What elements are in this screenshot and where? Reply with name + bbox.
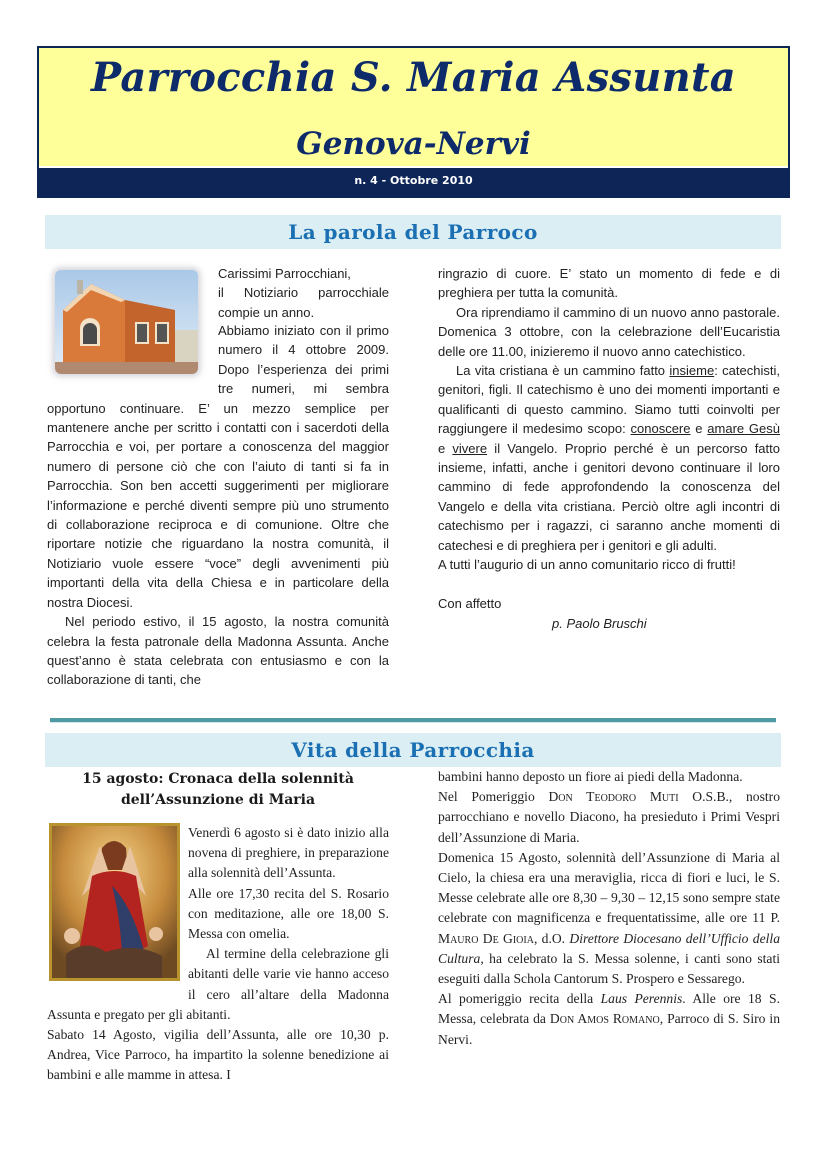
paragraph [438, 787, 780, 848]
paragraph: Nel periodo estivo, il 15 agosto, la nostra comunità celebra la festa patronale della Madonna Assunta. Anche quest’anno è stata celebrata con entusiasmo e con la collaborazione di tanti, che [47, 614, 389, 688]
paragraph: ringrazio di cuore. E’ stato un momento di fede e di preghiera per tutta la comunità. [438, 266, 780, 301]
issue-number: n. 4 - Ottobre 2010 [354, 174, 473, 187]
paragraph [438, 848, 780, 989]
person-name: P. Mauro De Gioia [438, 910, 780, 946]
text: il Vangelo. Proprio perché è un percorso fatto insieme, infatti, anche i genitori devono continuare il loro cammino di fede approfondendo la conoscenza del Vangelo e della vita cristiana. Perciò oltre agli incontri di catechismo per i ragazzi, ci saranno anche momenti di catechesi e di preghiera per i genitori e gli adulti. [438, 440, 780, 553]
text: e [690, 421, 708, 437]
paragraph: Alle ore 17,30 recita del S. Rosario con meditazione, alle ore 18,00 S. Messa con omelia. [188, 885, 389, 942]
image-float-spacer [47, 823, 188, 985]
paragraph: Abbiamo iniziato con il primo numero il 4 ottobre 2009. Dopo l’esperienza dei primi tre numeri, mi sembra opportuno continuare. E’ un mezzo semplice per mantenere anche per scritto i contatti con i sacerdoti della Parrocchia e voi, per portare a conoscenza del maggior numero di persone ciò che con l’aiuto di tanti si fa in Parrocchia. Son ben accetti suggerimenti per migliorare l’informazione e perché diventi sempre più uno strumento di collaborazione reciproca e di comunione. Oltre che riportare notizie che riguardano la nostra comunità, il Notiziario vuole essere “voce” degli avvenimenti più importanti della vita della Chiesa e in particolare della nostra Diocesi. [47, 323, 389, 610]
text: O.S.B., nostro parrocchiano e novello Diacono, ha presieduto i Primi Vespri dell’Assunzione di Maria. [438, 789, 780, 845]
closing: Con affetto [438, 595, 502, 611]
text: . Alle ore 18 S. Messa, celebrata da [438, 991, 780, 1027]
section-banner-parroco [45, 215, 781, 249]
article-title-line: 15 agosto: Cronaca della solennità [82, 771, 354, 787]
paragraph: Al termine della celebrazione gli abitanti delle varie vie hanno acceso il cero all’altare della Madonna Assunta e pregato per gli abitanti. [47, 946, 389, 1022]
paragraph [438, 989, 780, 1050]
paragraph: il Notiziario parrocchiale compie un anno. [218, 285, 389, 320]
person-name: Don Amos Romano [549, 1011, 660, 1027]
text: Domenica 15 Agosto, solennità dell’Assunzione di Maria al Cielo, la chiesa era una meraviglia, ricca di fiori e luci, le S. Messe celebrate alle ore 8,30 – 9,30 – 12,15 sono sempre state celebrate con magnificenza e frequentatissime, alle ore 11 [438, 849, 780, 926]
prayer-name: Laus Perennis [600, 991, 683, 1007]
section-heading: Vita della Parrocchia [291, 738, 535, 762]
article-title [47, 769, 389, 811]
masthead [37, 46, 790, 198]
role-title: Direttore Diocesano dell’Ufficio della Cultura [438, 930, 780, 966]
paragraph: Venerdì 6 agosto si è dato inizio alla novena di preghiere, in preparazione alla solennità dell’Assunta. [188, 825, 389, 881]
text: , ha celebrato la S. Messa solenne, i canti sono stati eseguiti dalla Schola Cantorum S. Prospero e Sessarego. [438, 950, 780, 987]
article-title-line: dell’Assunzione di Maria [120, 792, 316, 808]
underlined-word: amare Gesù [707, 421, 780, 437]
section-divider [50, 718, 776, 723]
cronaca-right-column [438, 767, 780, 1050]
text: Al pomeriggio recita della [438, 991, 601, 1007]
parroco-intro [218, 264, 389, 322]
paragraph [438, 361, 780, 555]
newsletter-subtitle: Genova-Nervi [296, 126, 531, 162]
underlined-word: insieme [669, 363, 715, 379]
cronaca-left-column [47, 823, 389, 1086]
issue-band [39, 166, 788, 196]
text: , d.O. [533, 930, 570, 946]
parroco-right-column [438, 264, 780, 633]
text: La vita cristiana è un cammino fatto [456, 363, 670, 379]
text: : catechisti, genitori, figli. Il catechismo è uno dei momenti importanti e qualificanti di questo cammino. Siamo tutti coinvolti per raggiungere il medesimo scopo: [438, 363, 780, 437]
text: Nel Pomeriggio [438, 789, 549, 805]
underlined-word: conoscere [630, 421, 691, 437]
paragraph: bambini hanno deposto un fiore ai piedi della Madonna. [438, 769, 743, 784]
parroco-left-column [47, 321, 389, 690]
greeting: Carissimi Parrocchiani, [218, 266, 351, 281]
signature: p. Paolo Bruschi [552, 615, 647, 631]
image-float-spacer [47, 321, 218, 398]
paragraph: A tutti l’augurio di un anno comunitario ricco di frutti! [438, 557, 736, 573]
section-heading: La parola del Parroco [288, 220, 538, 244]
newsletter-title: Parrocchia S. Maria Assunta [91, 54, 736, 101]
text: , Parroco di S. Siro in Nervi. [438, 1011, 780, 1047]
section-banner-vita [45, 733, 781, 767]
text: e [438, 440, 453, 456]
underlined-word: vivere [452, 440, 488, 456]
paragraph: Sabato 14 Agosto, vigilia dell’Assunta, alle ore 10,30 p. Andrea, Vice Parroco, ha impartito la solenne benedizione ai bambini e alle mamme in attesa. I [47, 1027, 389, 1083]
paragraph: Ora riprendiamo il cammino di un nuovo anno pastorale. Domenica 3 ottobre, con la celebrazione dell’Eucaristia delle ore 11.00, inizieremo il nuovo anno catechistico. [438, 304, 780, 359]
person-name: Don Teodoro Muti [548, 789, 679, 805]
